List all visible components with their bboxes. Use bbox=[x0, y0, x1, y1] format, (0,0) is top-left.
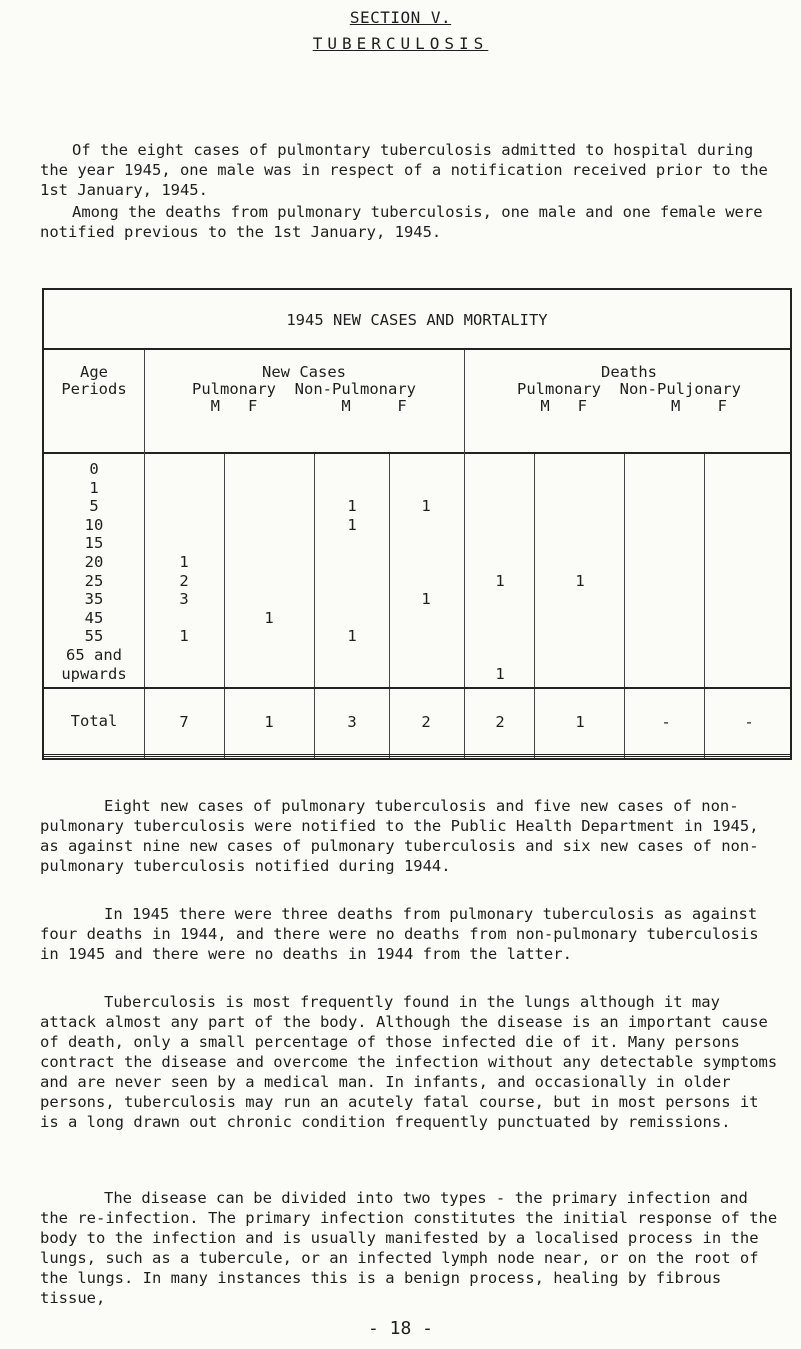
age-header: Age Periods bbox=[61, 363, 127, 398]
age-period: 35 bbox=[84, 590, 104, 609]
total-nc-nonpulm-f: 2 bbox=[421, 713, 431, 731]
age-period: 55 bbox=[84, 627, 104, 646]
deaths-header: Deaths Pulmonary Non-Puljonary M F M F bbox=[517, 363, 741, 415]
cell-nc-pulm-f: 1 bbox=[264, 608, 274, 627]
total-nc-nonpulm-m: 3 bbox=[347, 713, 357, 731]
intro-paragraph-2: Among the deaths from pulmonary tuberculosis, one male and one female were notified previous to the 1st January, 1945. bbox=[40, 203, 772, 241]
cell-nc-nonpulm-f: 1 bbox=[421, 590, 431, 609]
cell-nc-pulm-m: 3 bbox=[179, 590, 189, 609]
cell-d-pulm-f: 1 bbox=[575, 571, 585, 590]
body-paragraph-1: Eight new cases of pulmonary tuberculosis and five new cases of non-pulmonary tuberculosis were notified to the Public Health Department in 1945, as against nine new cases of pulmonary tuberculosis and six new cases of non-pulmonary tuberculosis notified during 1944. bbox=[40, 797, 768, 875]
cell-nc-pulm-m: 2 bbox=[179, 571, 189, 590]
age-period: 65 and bbox=[66, 646, 122, 664]
cell-d-pulm-m: 1 bbox=[495, 571, 505, 590]
table-title: 1945 NEW CASES AND MORTALITY bbox=[44, 290, 790, 350]
age-period: 20 bbox=[84, 553, 104, 571]
total-d-pulm-f: 1 bbox=[575, 713, 585, 731]
total-d-nonpulm-f: - bbox=[744, 713, 754, 731]
body-paragraph-2: In 1945 there were three deaths from pulmonary tuberculosis as against four deaths in 1944, and there were no deaths from non-pulmonary tuberculosis in 1945 and there were no deaths in 1944 from the latter. bbox=[40, 905, 768, 963]
cell-nc-nonpulm-f: 1 bbox=[421, 497, 431, 516]
cell-nc-pulm-m: 1 bbox=[179, 627, 189, 646]
page-number: - 18 - bbox=[367, 1318, 434, 1339]
cell-nc-nonpulm-m: 1 bbox=[347, 515, 357, 534]
intro-paragraph-1: Of the eight cases of pulmontary tuberculosis admitted to hospital during the year 1945, one male was in respect of a notification received prior to the 1st January, 1945. bbox=[40, 141, 778, 199]
total-d-nonpulm-m: - bbox=[661, 713, 671, 731]
total-nc-pulm-m: 7 bbox=[179, 713, 189, 731]
age-period: 45 bbox=[84, 608, 104, 627]
age-period: 25 bbox=[84, 571, 104, 590]
section-heading: SECTION V. bbox=[349, 8, 452, 27]
total-row bbox=[44, 687, 790, 757]
cell-nc-pulm-m: 1 bbox=[179, 553, 189, 571]
age-period: 15 bbox=[84, 534, 104, 553]
age-period: 10 bbox=[84, 515, 104, 534]
total-label: Total bbox=[70, 712, 118, 730]
table-header bbox=[44, 350, 790, 454]
age-period: 0 bbox=[89, 460, 99, 478]
total-nc-pulm-f: 1 bbox=[264, 713, 274, 731]
age-period: upwards bbox=[61, 664, 127, 683]
cell-nc-nonpulm-m: 1 bbox=[347, 627, 357, 646]
new-cases-header: New Cases Pulmonary Non-Pulmonary M F M F bbox=[192, 363, 416, 415]
page-title: TUBERCULOSIS bbox=[312, 34, 489, 53]
body-paragraph-4: The disease can be divided into two types - the primary infection and the re-infection. The primary infection constitutes the initial response of the body to the infection and is usually manifested by a localised process in the lungs, such as a tubercule, or an infected lymph node near, or on the root of the lungs. In many instances this is a benign process, healing by fibrous tissue, bbox=[40, 1189, 787, 1307]
age-period: 1 bbox=[89, 478, 99, 497]
total-d-pulm-m: 2 bbox=[495, 713, 505, 731]
cell-nc-nonpulm-m: 1 bbox=[347, 497, 357, 516]
age-period: 5 bbox=[89, 497, 99, 516]
body-paragraph-3: Tuberculosis is most frequently found in the lungs although it may attack almost any part of the body. Although the disease is an important cause of death, only a small percentage of those infected die of it. Many persons contract the disease and overcome the infection without any detectable symptoms and are never seen by a medical man. In infants, and occasionally in older persons, tuberculosis may run an acutely fatal course, but in most persons it is a long drawn out chronic condition frequently punctuated by remissions. bbox=[40, 993, 787, 1131]
cases-mortality-table bbox=[42, 288, 792, 760]
cell-d-pulm-m: 1 bbox=[495, 664, 505, 683]
